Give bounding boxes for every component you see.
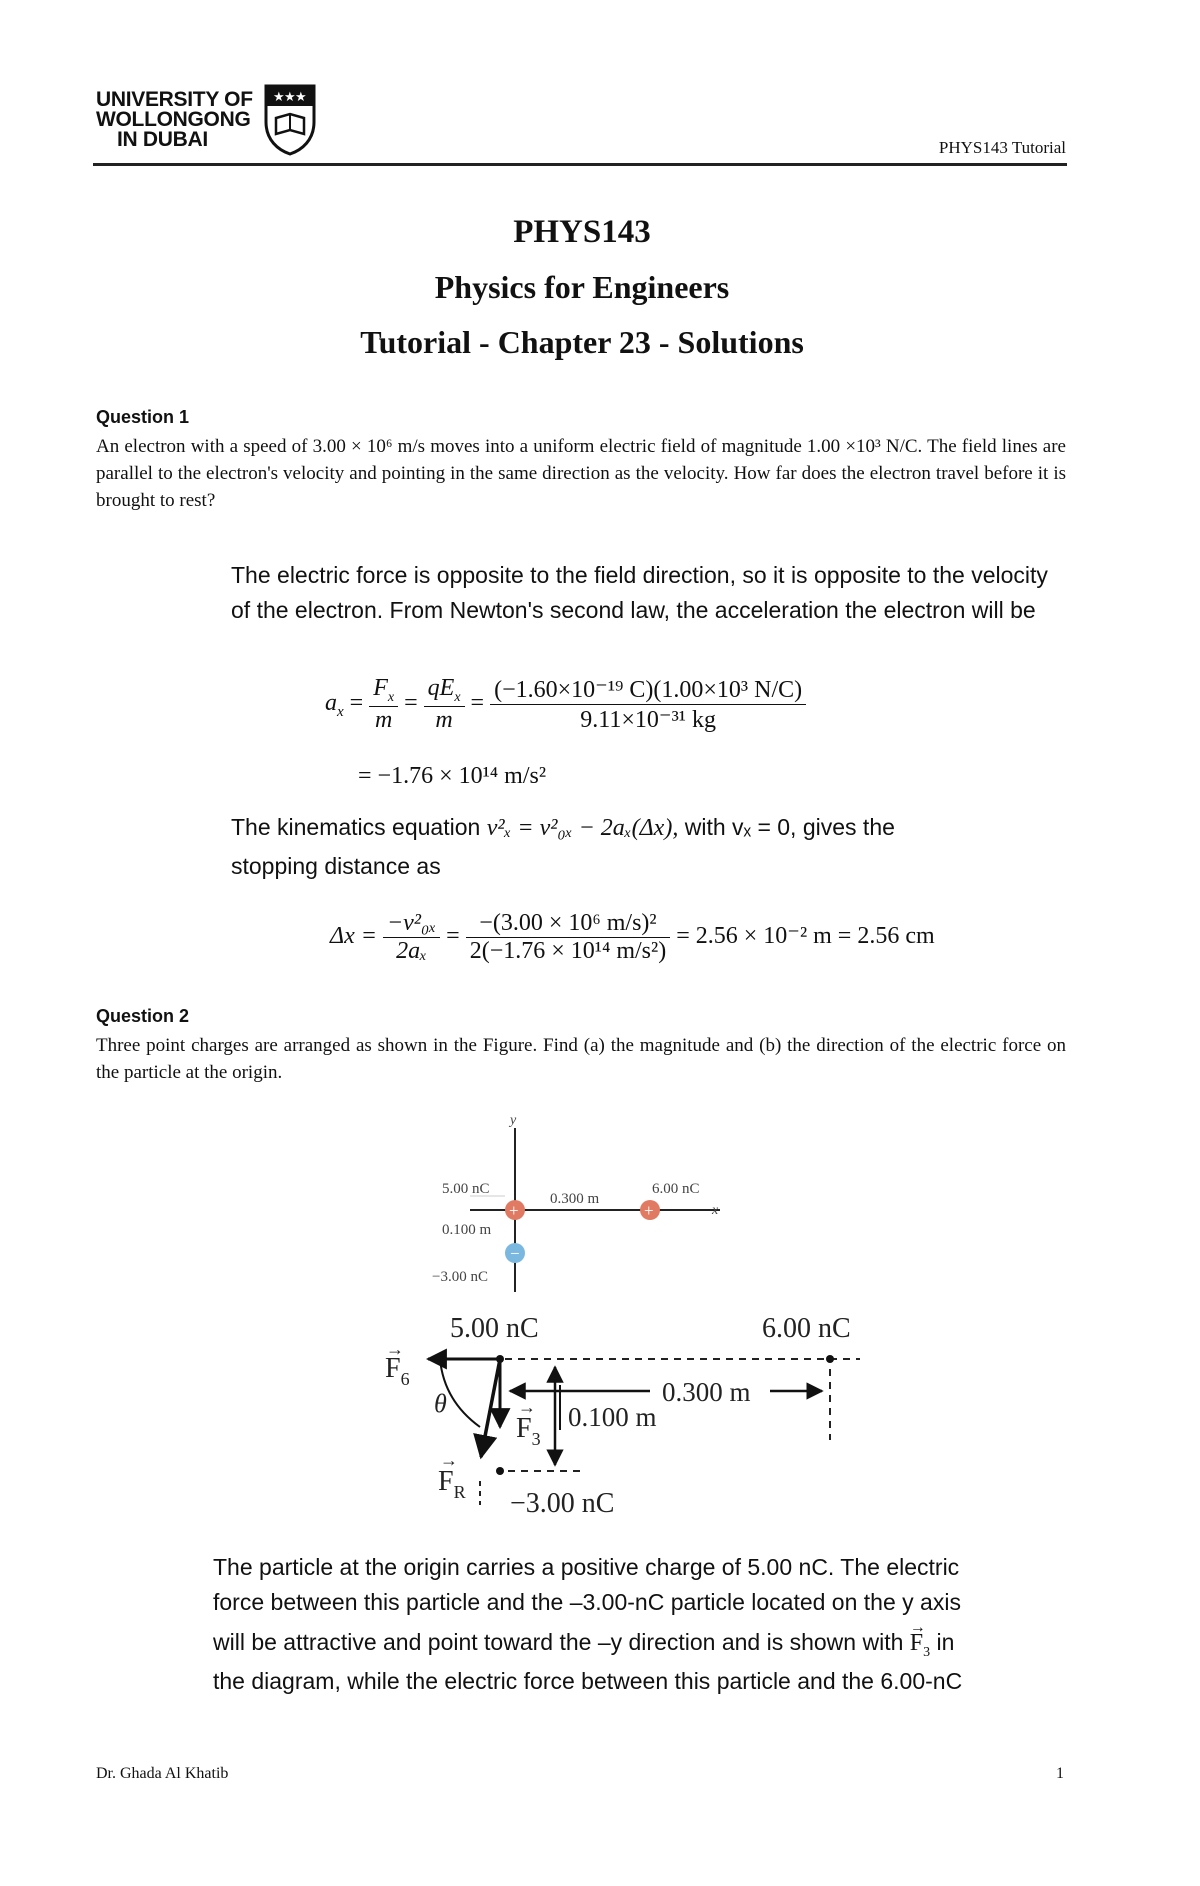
q1-solution-paragraph: The electric force is opposite to the field direction, so it is opposite to the velocity of the electron. From Newton's second law, the acceleration the electron will be [231, 562, 1048, 623]
logo-line-3: IN DUBAI [117, 128, 208, 151]
svg-text:→: → [518, 1397, 536, 1417]
svg-text:+: + [644, 1201, 654, 1220]
eq1-frac-1: $\frac{F_x}{m}$ [369, 675, 398, 734]
svg-text:★: ★ [295, 89, 307, 104]
question-1-text: An electron with a speed of 3.00 × 10⁶ m/s moves into a uniform electric field of magnitude 1.00 ×10³ N/C. The field lines are parallel to the electron's velocity and pointing in the same direction as the velocity. How far does the electron travel before it is brought to rest? [96, 436, 1066, 511]
eq2-frac-2: $\frac{\text{−(3.00 × 10⁶ m/s)²}}{\text{2(−1.76 × 10¹⁴ m/s²)}}$ [466, 910, 671, 965]
running-header-title: PHYS143 Tutorial [938, 138, 1066, 157]
eq2-result: = 2.56 × 10⁻² m = 2.56 cm [676, 923, 935, 950]
fig2-dist-x: 0.300 m [662, 1377, 751, 1407]
logo-line-2: WOLLONGONG [96, 108, 251, 131]
x-axis-label: x [712, 1203, 719, 1218]
q2-solution-line-3: will be attractive and point toward the –y direction and is shown with → $F_3$ in [213, 1625, 954, 1670]
university-crest-icon [264, 84, 316, 156]
question-1-label: Question 1 [96, 407, 190, 427]
q1-acceleration-result: = −1.76 × 10¹⁴ m/s² [358, 763, 547, 789]
f3-vector-symbol: → $F_3$ [909, 1619, 931, 1660]
logo-line-1: UNIVERSITY OF [96, 88, 253, 111]
university-logo-text [96, 90, 253, 150]
kinematics-equation: v²ₓ = v²₀ₓ − 2aₓ(Δx), [486, 815, 679, 841]
svg-text:→: → [386, 1339, 404, 1359]
fig1-dist-y: 0.100 m [442, 1222, 492, 1238]
fig2-dist-y: 0.100 m [568, 1402, 657, 1432]
chapter-title: Tutorial - Chapter 23 - Solutions [360, 324, 804, 360]
y-axis-label: y [510, 1113, 517, 1128]
theta-label: θ [434, 1389, 447, 1418]
svg-text:★: ★ [284, 89, 296, 104]
q2-solution-line-1: The particle at the origin carries a positive charge of 5.00 nC. The electric [213, 1554, 960, 1580]
q2-solution-line-4: the diagram, while the electric force between this particle and the 6.00-nC [213, 1668, 963, 1694]
charge-arrangement-figure [430, 1110, 740, 1300]
svg-text:★: ★ [273, 89, 285, 104]
eq1-frac-2: $\frac{qE_x}{m}$ [424, 675, 465, 734]
force-diagram-figure [370, 1305, 890, 1525]
question-2-label: Question 2 [96, 1006, 190, 1026]
fr-label: $F_R$ [438, 1466, 466, 1502]
fig2-charge-neg3nc [496, 1467, 504, 1475]
footer-author: Dr. Ghada Al Khatib [96, 1765, 229, 1782]
header-divider [93, 163, 1067, 166]
fig1-q3-label: −3.00 nC [432, 1269, 488, 1285]
footer-page-number: 1 [1056, 1765, 1064, 1782]
f6-label: $F_6$ [385, 1353, 410, 1389]
q1-acceleration-equation: $a_x$ = $\frac{F_x}{m}$ = $\frac{qE_x}{m}$ = $\frac{\text{(−1.60×10⁻¹⁹ C)(1.00×10³ N/C)}}{\text{9.11×10⁻³¹ kg}}$ [325, 675, 806, 745]
svg-text:→: → [440, 1450, 458, 1470]
q1-kinematics-line: The kinematics equation v²ₓ = v²₀ₓ − 2aₓ(Δx), with vₓ = 0, gives the [231, 814, 895, 841]
fig2-q3-label: −3.00 nC [510, 1488, 615, 1519]
question-2-text: Three point charges are arranged as shown in the Figure. Find (a) the magnitude and (b) the direction of the electric force on the particle at the origin. [96, 1035, 1066, 1083]
fig2-q2-label: 6.00 nC [762, 1313, 851, 1344]
q2-solution-line-2: force between this particle and the –3.00-nC particle located on the y axis [213, 1589, 961, 1615]
force-resultant-arrow [481, 1359, 500, 1457]
eq2-frac-1: $\frac{\text{−v²₀ₓ}}{\text{2aₓ}}$ [383, 910, 440, 965]
eq1-frac-3: $\frac{\text{(−1.60×10⁻¹⁹ C)(1.00×10³ N/C)}}{\text{9.11×10⁻³¹ kg}}$ [490, 675, 806, 734]
eq1-lhs: a [325, 690, 337, 717]
f3-label: $F_3$ [516, 1413, 541, 1449]
course-code-title: PHYS143 [513, 214, 651, 250]
fig2-charge-6nc [826, 1355, 834, 1363]
q1-stopping-distance-line: stopping distance as [231, 853, 441, 879]
fig1-q1-label: 5.00 nC [442, 1181, 490, 1197]
fig1-q2-label: 6.00 nC [652, 1181, 700, 1197]
svg-text:−: − [510, 1244, 520, 1263]
course-name-title: Physics for Engineers [434, 269, 730, 305]
fig1-dist-x: 0.300 m [550, 1191, 600, 1207]
svg-text:+: + [509, 1201, 519, 1220]
q1-stopping-distance-equation: Δx = $\frac{\text{−v²₀ₓ}}{\text{2aₓ}}$ = $\frac{\text{−(3.00 × 10⁶ m/s)²}}{\text{2(−1.76 × 10¹⁴ m/s²)}}$ = 2.56 × 10⁻² m = 2.56 cm [330, 910, 935, 964]
fig2-q1-label: 5.00 nC [450, 1313, 539, 1344]
